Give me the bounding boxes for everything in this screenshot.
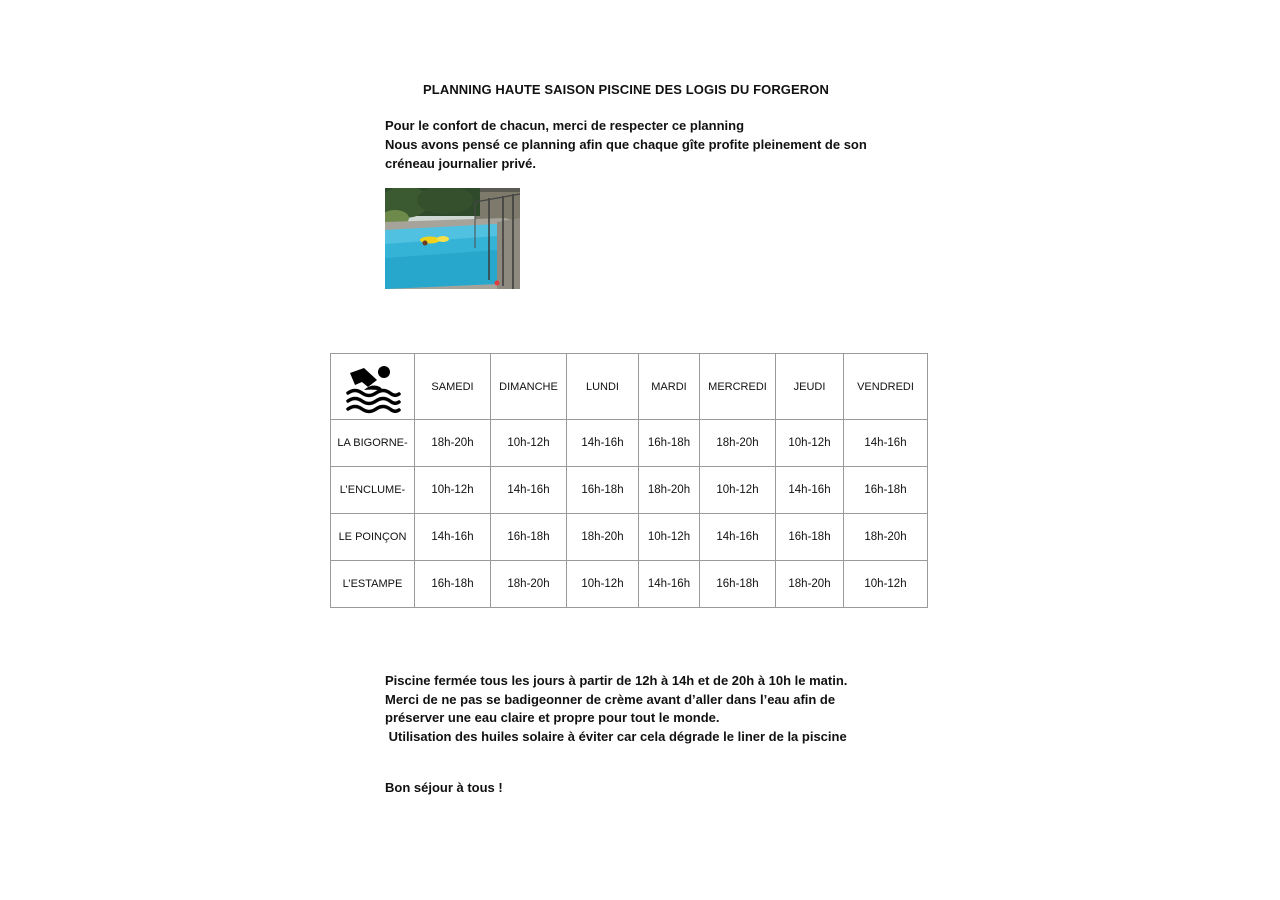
table-row — [331, 467, 928, 514]
intro-text — [385, 116, 905, 173]
time-slot: 16h-18h — [776, 514, 844, 561]
gite-name: L’ENCLUME- — [331, 467, 415, 514]
intro-line: créneau journalier privé. — [385, 156, 537, 171]
time-slot: 16h-18h — [844, 467, 928, 514]
time-slot: 18h-20h — [639, 467, 700, 514]
time-slot: 18h-20h — [844, 514, 928, 561]
closing-message: Bon séjour à tous ! — [385, 780, 503, 795]
pool-schedule-table — [330, 353, 928, 608]
time-slot: 10h-12h — [567, 561, 639, 608]
time-slot: 18h-20h — [415, 420, 491, 467]
time-slot: 16h-18h — [567, 467, 639, 514]
time-slot: 16h-18h — [415, 561, 491, 608]
day-header: MARDI — [639, 354, 700, 420]
time-slot: 14h-16h — [415, 514, 491, 561]
day-header: SAMEDI — [415, 354, 491, 420]
time-slot: 16h-18h — [700, 561, 776, 608]
time-slot: 14h-16h — [567, 420, 639, 467]
time-slot: 14h-16h — [844, 420, 928, 467]
table-row — [331, 514, 928, 561]
gite-name: L’ESTAMPE — [331, 561, 415, 608]
rule-line: Merci de ne pas se badigeonner de crème avant d’aller dans l’eau afin de — [385, 691, 836, 707]
gite-name: LA BIGORNE- — [331, 420, 415, 467]
time-slot: 10h-12h — [639, 514, 700, 561]
time-slot: 10h-12h — [700, 467, 776, 514]
pool-rules — [385, 672, 905, 746]
intro-line: Nous avons pensé ce planning afin que chaque gîte profite pleinement de son — [385, 137, 867, 152]
rule-line: préserver une eau claire et propre pour tout le monde. — [385, 710, 720, 725]
time-slot: 10h-12h — [844, 561, 928, 608]
header-icon-cell — [331, 354, 415, 420]
time-slot: 14h-16h — [776, 467, 844, 514]
time-slot: 10h-12h — [776, 420, 844, 467]
time-slot: 10h-12h — [415, 467, 491, 514]
intro-line: Pour le confort de chacun, merci de respecter ce planning — [385, 118, 745, 133]
table-header-row — [331, 354, 928, 420]
day-header: LUNDI — [567, 354, 639, 420]
time-slot: 10h-12h — [491, 420, 567, 467]
swimmer-icon — [331, 363, 414, 415]
rule-line: Utilisation des huiles solaire à éviter car cela dégrade le liner de la piscine — [385, 728, 847, 744]
day-header: MERCREDI — [700, 354, 776, 420]
time-slot: 14h-16h — [491, 467, 567, 514]
time-slot: 16h-18h — [491, 514, 567, 561]
time-slot: 14h-16h — [639, 561, 700, 608]
table-row — [331, 561, 928, 608]
day-header: JEUDI — [776, 354, 844, 420]
page-title: PLANNING HAUTE SAISON PISCINE DES LOGIS DU FORGERON — [423, 82, 829, 97]
time-slot: 16h-18h — [639, 420, 700, 467]
time-slot: 18h-20h — [491, 561, 567, 608]
time-slot: 18h-20h — [567, 514, 639, 561]
gite-name: LE POINÇON — [331, 514, 415, 561]
day-header: DIMANCHE — [491, 354, 567, 420]
time-slot: 18h-20h — [776, 561, 844, 608]
time-slot: 18h-20h — [700, 420, 776, 467]
time-slot: 14h-16h — [700, 514, 776, 561]
pool-photo — [385, 188, 520, 289]
day-header: VENDREDI — [844, 354, 928, 420]
table-row — [331, 420, 928, 467]
rule-line: Piscine fermée tous les jours à partir de 12h à 14h et de 20h à 10h le matin. — [385, 673, 848, 688]
